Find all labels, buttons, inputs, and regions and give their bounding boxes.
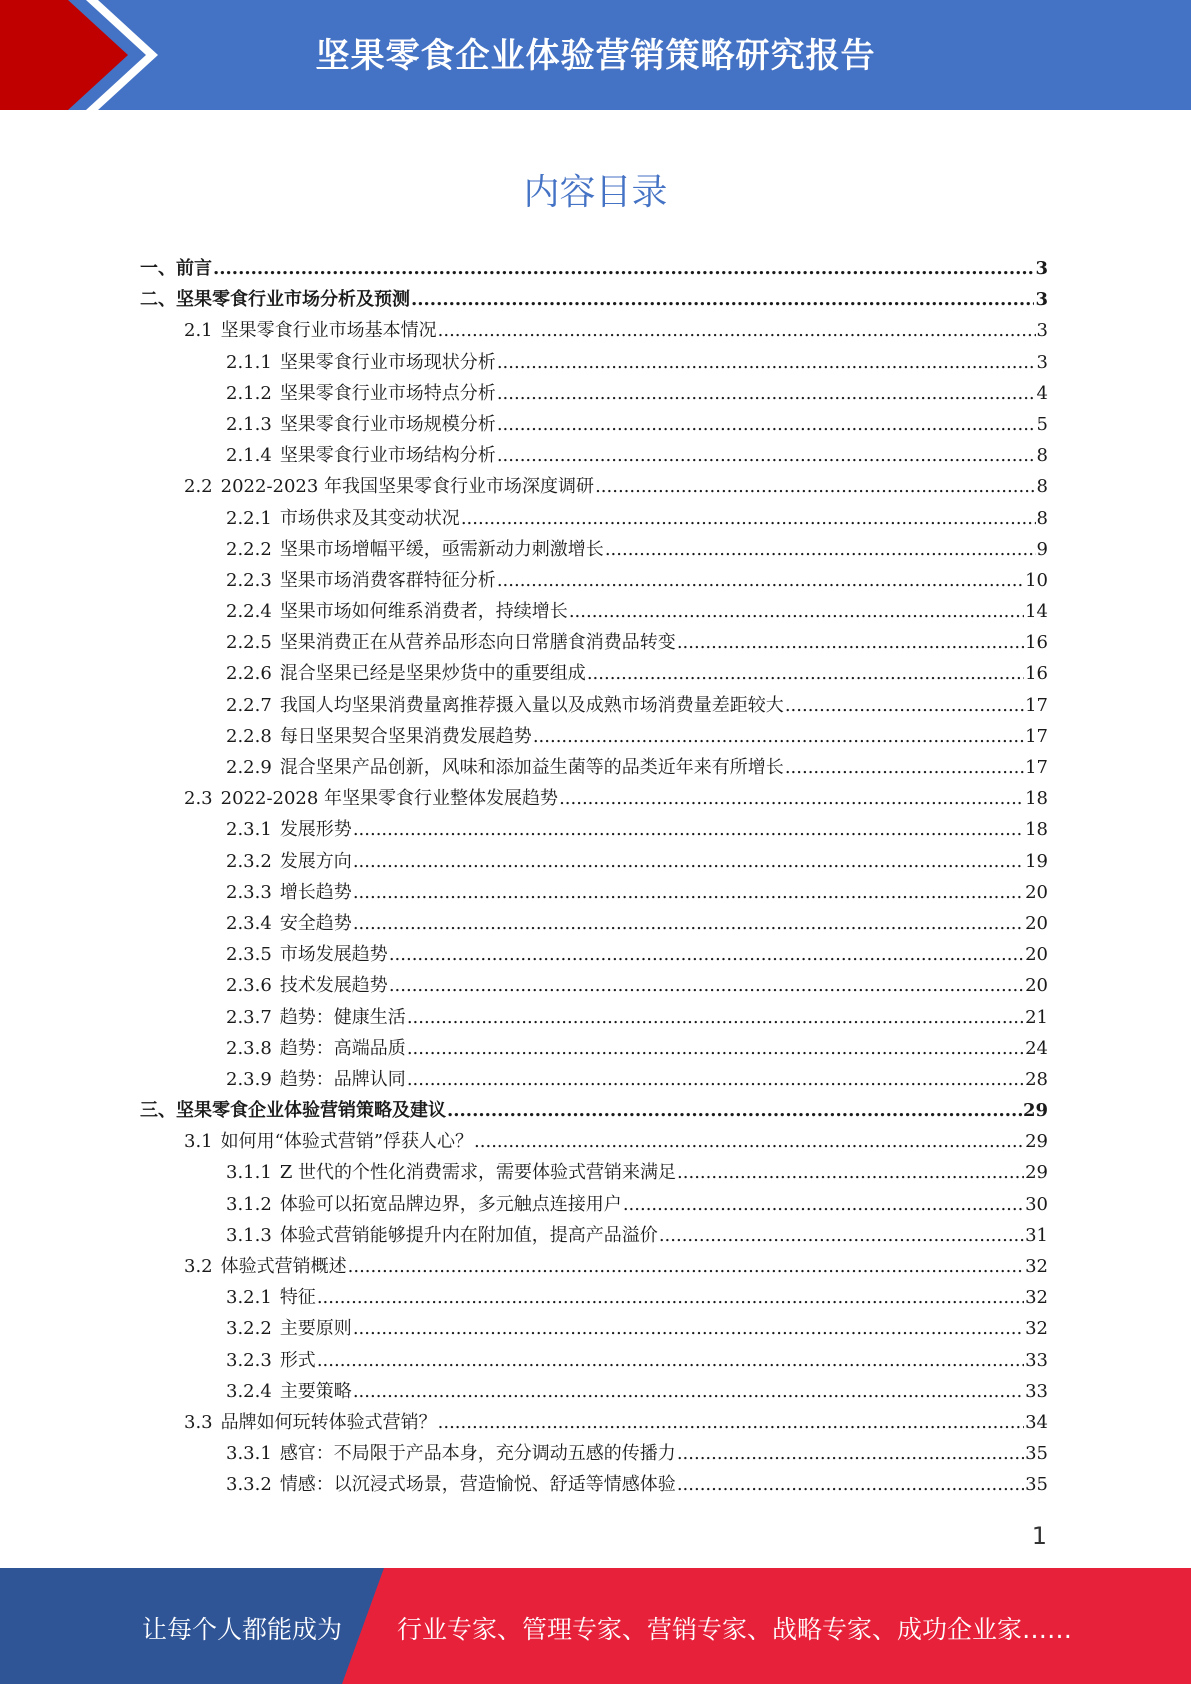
toc-entry-title: 市场发展趋势 (279, 944, 388, 966)
toc-entry-title: 混合坚果产品创新，风味和添加益生菌等的品类近年来有所增长 (279, 757, 784, 778)
toc-entry-title: 坚果市场如何维系消费者，持续增长 (279, 601, 568, 623)
toc-leader-dots (677, 1443, 1024, 1464)
toc-entry-title: 发展形势 (279, 819, 352, 841)
toc-leader-dots (353, 913, 1024, 934)
toc-entry-page: 5 (1036, 413, 1048, 435)
toc-entry-title: 坚果零食行业市场分析及预测 (176, 289, 410, 311)
toc-entry[interactable] (140, 1314, 1048, 1345)
toc-entry[interactable] (140, 1408, 1048, 1439)
table-of-contents (140, 254, 1048, 1502)
toc-entry[interactable] (140, 1127, 1048, 1158)
toc-entry-page: 3 (1035, 258, 1048, 279)
toc-entry[interactable] (140, 410, 1048, 441)
toc-leader-dots (461, 508, 1036, 529)
toc-entry-page: 3 (1036, 351, 1048, 373)
toc-entry[interactable] (140, 1377, 1048, 1408)
toc-entry-title: 坚果零食行业市场基本情况 (220, 320, 437, 342)
toc-entry-page: 32 (1025, 1287, 1048, 1309)
toc-entry-title: 混合坚果已经是坚果炒货中的重要组成 (279, 663, 586, 685)
toc-entry[interactable] (140, 1439, 1048, 1470)
toc-entry-number: 2.3 (184, 788, 213, 810)
toc-entry[interactable] (140, 504, 1048, 535)
toc-entry-title: 前言 (176, 258, 212, 279)
toc-entry-page: 35 (1025, 1443, 1048, 1465)
toc-entry-title: 2022-2028 年坚果零食行业整体发展趋势 (220, 788, 559, 810)
toc-entry-title: 每日坚果契合坚果消费发展趋势 (279, 725, 532, 747)
toc-entry[interactable] (140, 1158, 1048, 1189)
toc-leader-dots (353, 819, 1024, 840)
footer-slogan-right: 行业专家、管理专家、营销专家、战略专家、成功企业家…… (397, 1615, 1073, 1644)
toc-entry-number: 2.2.3 (226, 569, 272, 591)
toc-entry[interactable] (140, 1003, 1048, 1034)
toc-entry-page: 18 (1025, 788, 1048, 810)
toc-leader-dots (317, 1350, 1024, 1371)
toc-leader-dots (559, 788, 1024, 809)
toc-entry-number: 2.2.5 (226, 632, 272, 654)
toc-entry-page: 20 (1025, 912, 1048, 934)
toc-entry-title: 特征 (279, 1287, 316, 1309)
toc-entry[interactable] (140, 1470, 1048, 1501)
toc-entry-number: 三、 (140, 1100, 176, 1122)
toc-entry-title: 坚果市场消费客群特征分析 (279, 569, 496, 591)
toc-leader-dots (497, 414, 1036, 435)
toc-leader-dots (411, 289, 1034, 310)
toc-entry-page: 30 (1025, 1193, 1048, 1215)
toc-entry-number: 3.3.1 (226, 1443, 272, 1465)
toc-entry-page: 32 (1025, 1256, 1048, 1277)
toc-entry-number: 一、 (140, 258, 176, 279)
toc-entry-page: 17 (1025, 725, 1048, 747)
toc-entry-number: 3.1 (184, 1131, 213, 1153)
toc-entry-title: Z 世代的个性化消费需求，需要体验式营销来满足 (279, 1162, 677, 1184)
toc-leader-dots (497, 383, 1036, 404)
toc-entry-page: 10 (1025, 569, 1048, 591)
toc-entry[interactable] (140, 285, 1048, 316)
toc-entry-title: 感官：不局限于产品本身，充分调动五感的传播力 (279, 1443, 676, 1465)
toc-entry-page: 18 (1025, 819, 1048, 841)
toc-entry-number: 2.3.7 (226, 1006, 272, 1028)
toc-entry-page: 9 (1036, 538, 1048, 560)
toc-entry-title: 增长趋势 (279, 881, 352, 903)
toc-entry-page: 24 (1025, 1037, 1048, 1059)
toc-leader-dots (497, 570, 1024, 591)
toc-entry-page: 8 (1036, 507, 1048, 529)
toc-entry[interactable] (140, 1221, 1048, 1252)
toc-entry[interactable] (140, 691, 1048, 722)
toc-leader-dots (533, 726, 1024, 747)
toc-entry-page: 8 (1036, 445, 1048, 467)
toc-entry-page: 20 (1025, 881, 1048, 903)
toc-entry-page: 20 (1025, 975, 1048, 997)
toc-entry-page: 28 (1025, 1068, 1048, 1090)
toc-entry-number: 2.3.5 (226, 944, 272, 966)
toc-entry-number: 2.3.9 (226, 1068, 272, 1090)
toc-entry-number: 2.3.2 (226, 850, 272, 872)
toc-leader-dots (389, 975, 1024, 996)
toc-entry[interactable] (140, 379, 1048, 410)
toc-entry[interactable] (140, 348, 1048, 379)
toc-entry-title: 安全趋势 (279, 912, 352, 934)
toc-entry-page: 31 (1025, 1224, 1048, 1246)
toc-entry-page: 4 (1036, 382, 1048, 404)
toc-entry[interactable] (140, 784, 1048, 815)
toc-entry-page: 29 (1025, 1131, 1048, 1153)
toc-entry-number: 2.1 (184, 320, 213, 342)
toc-entry-page: 17 (1025, 757, 1048, 778)
toc-leader-dots (353, 882, 1024, 903)
toc-entry-number: 3.3.2 (226, 1474, 272, 1496)
toc-entry[interactable] (140, 472, 1048, 503)
toc-leader-dots (659, 1225, 1024, 1246)
toc-entry-number: 2.2.8 (226, 725, 272, 747)
toc-entry-number: 3.2.1 (226, 1287, 272, 1309)
toc-entry-title: 情感：以沉浸式场景，营造愉悦、舒适等情感体验 (279, 1474, 676, 1496)
toc-entry-title: 我国人均坚果消费量离推荐摄入量以及成熟市场消费量差距较大 (279, 694, 784, 716)
toc-entry-number: 2.2 (184, 476, 213, 498)
toc-entry[interactable] (140, 628, 1048, 659)
toc-entry-title: 体验式营销概述 (220, 1256, 347, 1277)
toc-entry-number: 2.3.4 (226, 912, 272, 934)
toc-entry-number: 3.2.2 (226, 1318, 272, 1340)
toc-leader-dots (353, 1381, 1024, 1402)
toc-entry-page: 29 (1022, 1100, 1048, 1122)
toc-entry[interactable] (140, 1283, 1048, 1314)
toc-entry-title: 发展方向 (279, 850, 352, 872)
page-number: 1 (1031, 1522, 1047, 1550)
toc-entry-number: 3.1.3 (226, 1224, 272, 1246)
toc-leader-dots (353, 851, 1024, 872)
toc-entry[interactable] (140, 878, 1048, 909)
footer-banner (0, 1568, 1191, 1684)
toc-entry[interactable] (140, 1034, 1048, 1065)
toc-entry[interactable] (140, 971, 1048, 1002)
toc-entry[interactable] (140, 847, 1048, 878)
toc-leader-dots (407, 1007, 1024, 1028)
toc-entry[interactable] (140, 753, 1048, 784)
toc-entry[interactable] (140, 940, 1048, 971)
toc-entry-title: 趋势：品牌认同 (279, 1068, 406, 1090)
toc-entry-page: 17 (1025, 694, 1048, 716)
toc-entry-title: 坚果零食行业市场特点分析 (279, 382, 496, 404)
toc-entry-title: 市场供求及其变动状况 (279, 507, 460, 529)
toc-entry-page: 20 (1025, 944, 1048, 966)
toc-entry-number: 2.2.4 (226, 601, 272, 623)
toc-leader-dots (595, 476, 1035, 497)
toc-entry[interactable] (140, 1190, 1048, 1221)
toc-entry-title: 品牌如何玩转体验式营销？ (220, 1411, 437, 1433)
toc-entry-title: 主要原则 (279, 1318, 352, 1340)
toc-leader-dots (438, 1412, 1024, 1433)
toc-leader-dots (213, 258, 1034, 279)
toc-entry-number: 3.2.4 (226, 1380, 272, 1402)
toc-entry-page: 29 (1025, 1162, 1048, 1184)
toc-leader-dots (785, 757, 1024, 778)
toc-leader-dots (438, 320, 1036, 341)
toc-entry-page: 16 (1025, 663, 1048, 685)
toc-entry-title: 技术发展趋势 (279, 975, 388, 997)
toc-entry-page: 34 (1025, 1411, 1048, 1433)
toc-entry[interactable] (140, 316, 1048, 347)
toc-leader-dots (497, 352, 1036, 373)
toc-entry[interactable] (140, 1252, 1048, 1283)
toc-leader-dots (677, 1474, 1024, 1495)
toc-entry-title: 坚果市场增幅平缓，亟需新动力刺激增长 (279, 538, 604, 560)
toc-entry-number: 2.1.2 (226, 382, 272, 404)
toc-entry-title: 坚果零食行业市场规模分析 (279, 413, 496, 435)
toc-entry-page: 3 (1035, 289, 1048, 311)
toc-entry-title: 趋势：高端品质 (279, 1037, 406, 1059)
toc-entry[interactable] (140, 815, 1048, 846)
toc-entry-page: 3 (1036, 320, 1048, 342)
toc-entry[interactable] (140, 1346, 1048, 1377)
toc-entry[interactable] (140, 722, 1048, 753)
toc-entry[interactable] (140, 566, 1048, 597)
toc-leader-dots (447, 1100, 1022, 1121)
toc-entry-page: 19 (1025, 850, 1048, 872)
toc-entry-page: 33 (1025, 1380, 1048, 1402)
toc-leader-dots (677, 632, 1024, 653)
toc-entry-page: 21 (1025, 1006, 1048, 1028)
toc-entry-number: 二、 (140, 289, 176, 311)
toc-entry-number: 2.2.9 (226, 757, 272, 778)
toc-entry-page: 32 (1025, 1318, 1048, 1340)
toc-entry-number: 2.3.1 (226, 819, 272, 841)
toc-leader-dots (474, 1131, 1024, 1152)
toc-entry[interactable] (140, 909, 1048, 940)
toc-entry-title: 形式 (279, 1349, 316, 1371)
toc-leader-dots (623, 1194, 1024, 1215)
toc-entry-number: 2.3.3 (226, 881, 272, 903)
toc-entry-page: 14 (1025, 601, 1048, 623)
footer-slogan-left: 让每个人都能成为 (142, 1615, 343, 1644)
toc-entry-page: 16 (1025, 632, 1048, 654)
toc-entry-title: 坚果零食行业市场结构分析 (279, 445, 496, 467)
toc-entry[interactable] (140, 597, 1048, 628)
toc-entry[interactable] (140, 441, 1048, 472)
toc-entry-number: 2.2.2 (226, 538, 272, 560)
toc-leader-dots (587, 663, 1024, 684)
toc-entry-title: 坚果零食行业市场现状分析 (279, 351, 496, 373)
header-banner (0, 0, 1191, 110)
toc-entry-number: 2.2.6 (226, 663, 272, 685)
toc-entry[interactable] (140, 659, 1048, 690)
toc-entry-number: 3.2 (184, 1256, 213, 1277)
toc-heading: 内容目录 (523, 172, 668, 213)
toc-entry[interactable] (140, 254, 1048, 285)
toc-entry-number: 2.2.1 (226, 507, 272, 529)
toc-entry-number: 3.1.1 (226, 1162, 272, 1184)
toc-leader-dots (497, 445, 1036, 466)
toc-entry-number: 2.3.6 (226, 975, 272, 997)
toc-entry[interactable] (140, 535, 1048, 566)
toc-entry-number: 3.3 (184, 1411, 213, 1433)
toc-entry-title: 体验式营销能够提升内在附加值，提高产品溢价 (279, 1224, 658, 1246)
report-title: 坚果零食企业体验营销策略研究报告 (315, 36, 876, 76)
toc-entry-title: 2022-2023 年我国坚果零食行业市场深度调研 (220, 476, 595, 498)
toc-leader-dots (785, 695, 1024, 716)
toc-entry-number: 2.1.3 (226, 413, 272, 435)
toc-entry-title: 坚果零食企业体验营销策略及建议 (176, 1100, 446, 1122)
toc-entry-number: 3.2.3 (226, 1349, 272, 1371)
toc-leader-dots (677, 1162, 1024, 1183)
toc-leader-dots (389, 944, 1024, 965)
toc-entry-title: 体验可以拓宽品牌边界，多元触点连接用户 (279, 1193, 622, 1215)
toc-leader-dots (348, 1256, 1024, 1277)
toc-leader-dots (407, 1069, 1024, 1090)
toc-entry-number: 2.3.8 (226, 1037, 272, 1059)
toc-entry-title: 趋势：健康生活 (279, 1006, 406, 1028)
toc-entry-page: 8 (1036, 476, 1048, 498)
toc-leader-dots (317, 1287, 1024, 1308)
toc-entry-number: 2.2.7 (226, 694, 272, 716)
toc-leader-dots (605, 539, 1036, 560)
toc-entry-page: 35 (1025, 1474, 1048, 1496)
toc-entry[interactable] (140, 1096, 1048, 1127)
toc-entry-title: 如何用“体验式营销”俘获人心？ (220, 1131, 474, 1153)
toc-leader-dots (569, 601, 1024, 622)
toc-entry-number: 2.1.1 (226, 351, 272, 373)
toc-entry-page: 33 (1025, 1349, 1048, 1371)
toc-entry-title: 主要策略 (279, 1380, 352, 1402)
toc-entry-number: 2.1.4 (226, 445, 272, 467)
toc-leader-dots (407, 1038, 1024, 1059)
toc-entry-title: 坚果消费正在从营养品形态向日常膳食消费品转变 (279, 632, 676, 654)
toc-leader-dots (353, 1318, 1024, 1339)
toc-entry[interactable] (140, 1065, 1048, 1096)
toc-entry-number: 3.1.2 (226, 1193, 272, 1215)
